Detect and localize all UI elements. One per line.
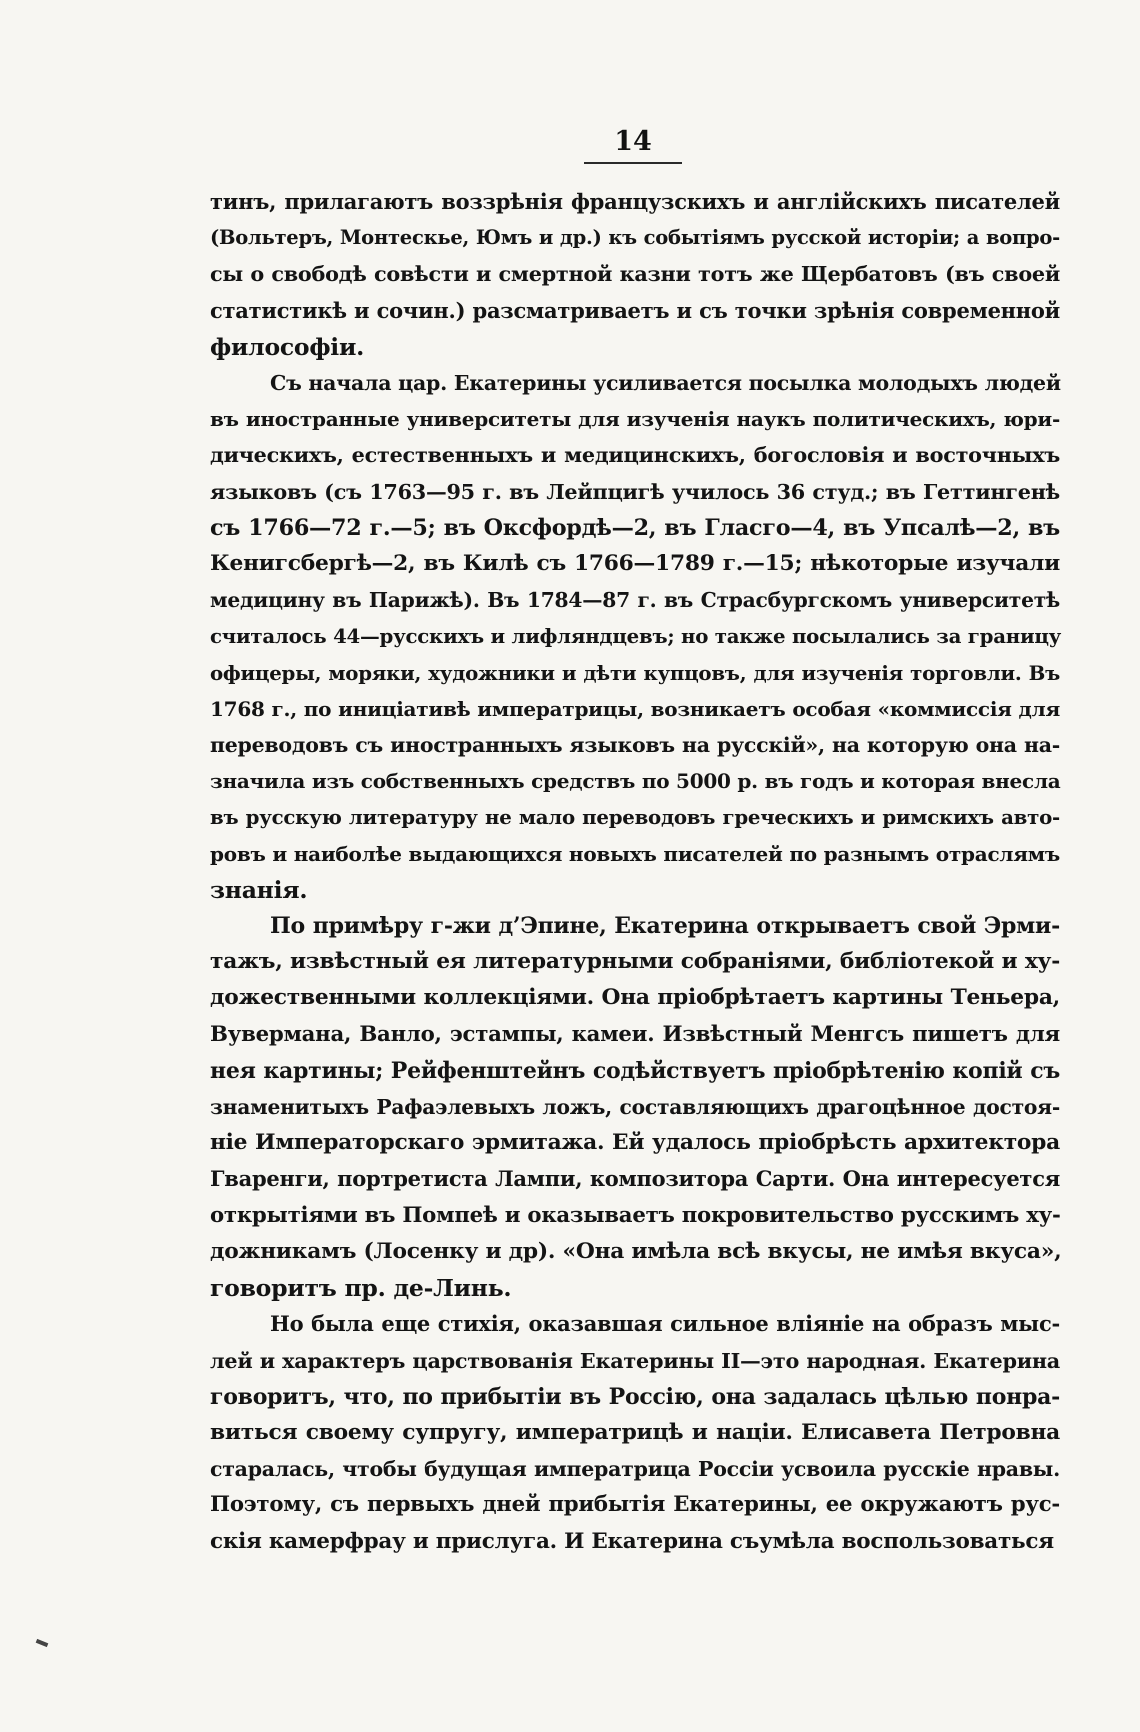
text-line: дожественными коллекціями. Она пріобрѣтаетъ картины Теньера, (210, 985, 1060, 1011)
text-line: въ иностранные университеты для изученія наукъ политическихъ, юри- (210, 407, 1060, 432)
text-line: Гваренги, портретиста Лампи, композитора Сарти. Она интересуется (210, 1166, 1060, 1192)
text-line: языковъ (съ 1763—95 г. въ Лейпцигѣ училось 36 студ.; въ Геттингенѣ (210, 479, 1060, 504)
text-line: нея картины; Рейфенштейнъ содѣйствуетъ пріобрѣтенію копій съ (210, 1057, 1060, 1084)
text-line: Но была еще стихія, оказавшая сильное вліяніе на образъ мыс- (270, 1311, 1060, 1337)
text-line: говоритъ пр. де-Линь. (210, 1274, 512, 1303)
text-line: По примѣру г-жи д’Эпине, Екатерина открываетъ свой Эрми- (270, 913, 1060, 940)
text-line: дическихъ, естественныхъ и медицинскихъ, богословія и восточныхъ (210, 443, 1060, 468)
text-line: офицеры, моряки, художники и дѣти купцовъ, для изученія торговли. Въ (210, 660, 1060, 685)
text-line: переводовъ съ иностранныхъ языковъ на русскій», на которую она на- (210, 733, 1060, 758)
text-line: Съ начала цар. Екатерины усиливается посылка молодыхъ людей (270, 371, 1061, 396)
text-line: считалось 44—русскихъ и лифляндцевъ; но также посылались за границу (210, 624, 1062, 649)
text-line: лей и характеръ царствованія Екатерины II—это народная. Екатерина (210, 1348, 1060, 1373)
text-line: ровъ и наиболѣе выдающихся новыхъ писателей по разнымъ отраслямъ (210, 841, 1060, 866)
text-line: (Вольтеръ, Монтескье, Юмъ и др.) къ событіямъ русской исторіи; а вопро- (210, 226, 1060, 250)
text-line: статистикѣ и сочин.) разсматриваетъ и съ точки зрѣнія современной (210, 297, 1060, 323)
text-line: Вувермана, Ванло, эстампы, камеи. Извѣстный Менгсъ пишетъ для (210, 1021, 1060, 1047)
text-line: тажъ, извѣстный ея литературными собраніями, библіотекой и ху- (210, 949, 1060, 975)
text-line: сы о свободѣ совѣсти и смертной казни тотъ же Щербатовъ (въ своей (210, 262, 1060, 287)
text-line: открытіями въ Помпеѣ и оказываетъ покровительство русскимъ ху- (210, 1202, 1061, 1228)
body-text (210, 184, 1060, 1560)
page-number: 14 (584, 124, 682, 164)
text-line: тинъ, прилагаютъ воззрѣнія французскихъ и англійскихъ писателей (210, 189, 1060, 214)
text-line: Кенигсбергѣ—2, въ Килѣ съ 1766—1789 г.—15; нѣкоторые изучали (210, 551, 1060, 577)
text-line: старалась, чтобы будущая императрица Россіи усвоила русскіе нравы. (210, 1457, 1060, 1482)
text-line: 1768 г., по иниціативѣ императрицы, возникаетъ особая «коммиссія для (210, 696, 1060, 721)
text-line: съ 1766—72 г.—5; въ Оксфордѣ—2, въ Гласго—4, въ Упсалѣ—2, въ (210, 514, 1060, 541)
paragraph (210, 184, 1060, 365)
text-line: Поэтому, съ первыхъ дней прибытія Екатерины, ее окружаютъ рус- (210, 1492, 1060, 1518)
text-line: скія камерфрау и прислуга. И Екатерина съумѣла воспользоваться (210, 1528, 1054, 1554)
text-line: говоритъ, что, по прибытіи въ Россію, она задалась цѣлью понра- (210, 1383, 1060, 1410)
text-line: ніе Императорскаго эрмитажа. Ей удалось пріобрѣсть архитектора (210, 1130, 1060, 1156)
text-line: философіи. (210, 332, 365, 361)
text-line: въ русскую литературу не мало переводовъ греческихъ и римскихъ авто- (210, 805, 1060, 830)
paragraph (210, 365, 1060, 908)
text-line: дожникамъ (Лосенку и др). «Она имѣла всѣ вкусы, не имѣя вкуса», (210, 1238, 1062, 1264)
text-line: знаменитыхъ Рафаэлевыхъ ложъ, составляющихъ драгоцѣнное достоя- (210, 1095, 1060, 1120)
text-line: значила изъ собственныхъ средствъ по 5000 р. въ годъ и которая внесла (210, 769, 1061, 794)
text-line: виться своему супругу, императрицѣ и націи. Елисавета Петровна (210, 1419, 1060, 1445)
paragraph (210, 908, 1060, 1306)
paragraph (210, 1306, 1060, 1559)
text-line: медицину въ Парижѣ). Въ 1784—87 г. въ Страсбургскомъ университетѣ (210, 588, 1060, 613)
scan-mark (36, 1639, 49, 1647)
text-line: знанія. (210, 875, 308, 904)
